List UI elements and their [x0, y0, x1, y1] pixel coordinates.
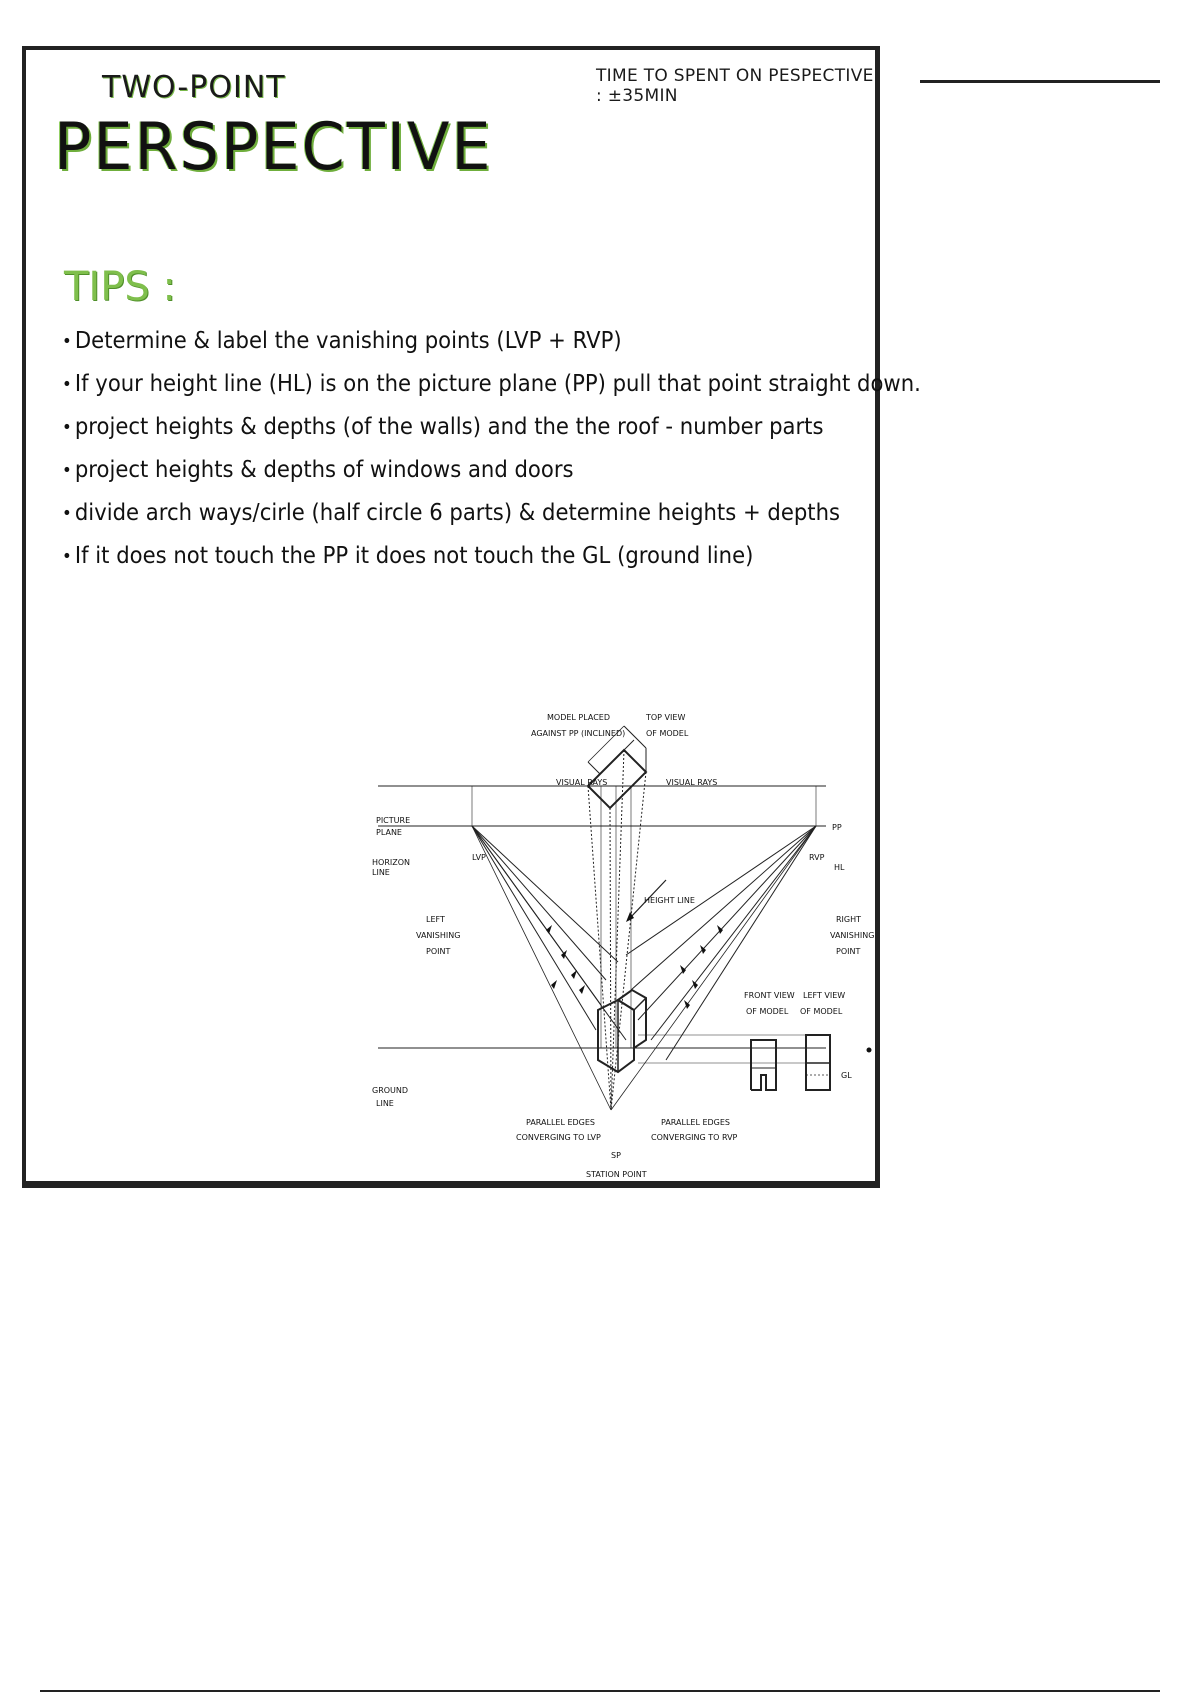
- label-left-view: LEFT VIEW: [803, 991, 846, 1000]
- label-station-point: STATION POINT: [586, 1170, 647, 1179]
- label-horizon-2: LINE: [372, 868, 390, 877]
- label-gl: GL: [841, 1071, 852, 1080]
- label-top-view-2: OF MODEL: [646, 729, 689, 738]
- label-edges-rvp-2: CONVERGING TO RVP: [651, 1133, 738, 1142]
- label-left-view-2: OF MODEL: [800, 1007, 843, 1016]
- label-horizon: HORIZON: [372, 858, 410, 867]
- label-pp: PP: [832, 823, 842, 832]
- label-left-vp-3: POINT: [426, 947, 451, 956]
- label-ground-line: GROUND: [372, 1086, 409, 1095]
- tip-item: • divide arch ways/cirle (half circle 6 parts) & determine heights + depths: [62, 492, 921, 535]
- label-front-view-2: OF MODEL: [746, 1007, 789, 1016]
- label-model-placed: MODEL PLACED: [547, 713, 611, 722]
- sheet-subtitle: TWO-POINT: [102, 70, 286, 105]
- label-sp: SP: [611, 1151, 621, 1160]
- sheet-title: PERSPECTIVE: [54, 108, 493, 185]
- label-left-vp-2: VANISHING: [416, 931, 461, 940]
- label-picture-plane-2: PLANE: [376, 828, 402, 837]
- label-model-placed-2: AGAINST PP (INCLINED): [531, 729, 626, 738]
- label-edges-lvp-2: CONVERGING TO LVP: [516, 1133, 601, 1142]
- perspective-sheet: [22, 46, 921, 1188]
- time-note: TIME TO SPENT ON PESPECTIVE : ±35MIN: [596, 66, 874, 106]
- label-height-line: HEIGHT LINE: [644, 896, 695, 905]
- label-top-view: TOP VIEW: [646, 713, 686, 722]
- label-left-vp: LEFT: [426, 915, 445, 924]
- label-edges-rvp: PARALLEL EDGES: [661, 1118, 731, 1127]
- tip-item: • If it does not touch the PP it does not touch the GL (ground line): [62, 535, 921, 578]
- label-visual-rays-right: VISUAL RAYS: [666, 778, 718, 787]
- label-visual-rays-left: VISUAL RAYS: [556, 778, 608, 787]
- label-right-vp-2: VANISHING: [830, 931, 875, 940]
- tip-item: • If your height line (HL) is on the picture plane (PP) pull that point straight down.: [62, 363, 921, 406]
- label-ground-line-2: LINE: [376, 1099, 394, 1108]
- page-rule-bottom: [40, 1690, 1160, 1692]
- tip-item: • Determine & label the vanishing points (LVP + RVP): [62, 320, 921, 363]
- label-right-vp: RIGHT: [836, 915, 862, 924]
- label-hl: HL: [834, 863, 845, 872]
- page-rule-top: [920, 80, 1160, 83]
- label-front-view: FRONT VIEW: [744, 991, 795, 1000]
- label-right-vp-3: POINT: [836, 947, 861, 956]
- label-edges-lvp: PARALLEL EDGES: [526, 1118, 596, 1127]
- two-point-perspective-diagram: [26, 50, 876, 1180]
- label-rvp: RVP: [809, 853, 825, 862]
- label-picture-plane: PICTURE: [376, 816, 411, 825]
- tips-heading: TIPS :: [64, 264, 176, 310]
- label-lvp: LVP: [472, 853, 486, 862]
- tip-item: • project heights & depths (of the walls) and the the roof - number parts: [62, 406, 921, 449]
- tip-item: • project heights & depths of windows and doors: [62, 449, 921, 492]
